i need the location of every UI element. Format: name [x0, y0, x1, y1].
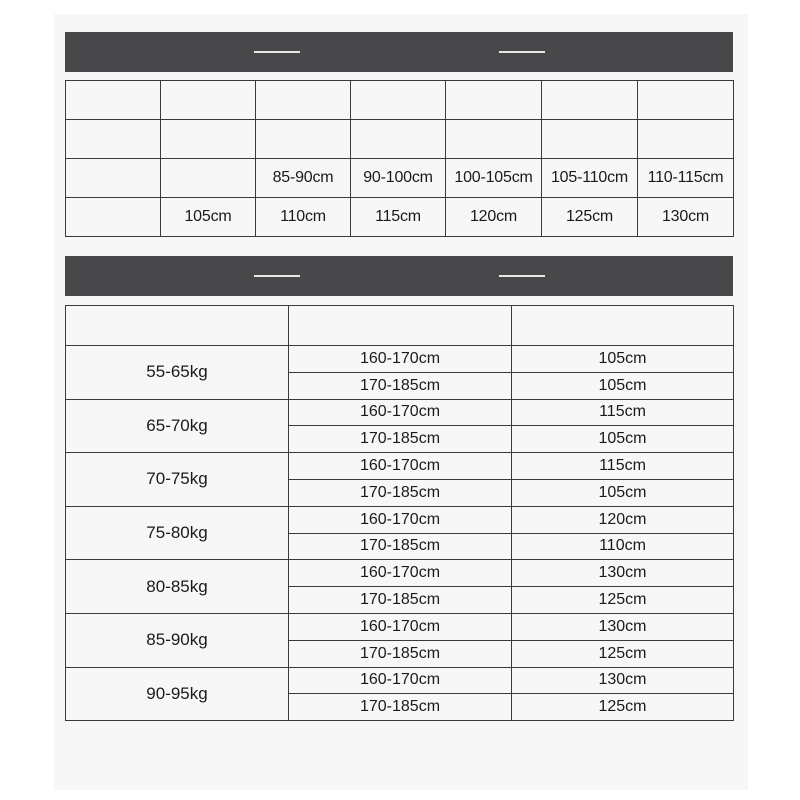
height-cell: 160-170cm — [289, 506, 512, 533]
size-cell: 130cm — [512, 613, 734, 640]
table-row — [66, 667, 734, 694]
height-cell: 100-105cm — [446, 159, 542, 198]
weight-cell: 70-75kg — [66, 453, 289, 507]
size-cell: 120cm — [512, 506, 734, 533]
height-cell: 160-170cm — [289, 346, 512, 373]
length-cell — [66, 198, 161, 237]
height-cell — [66, 159, 161, 198]
size-header-cell — [542, 120, 638, 159]
size-header-cell — [512, 306, 734, 346]
height-cell: 170-185cm — [289, 426, 512, 453]
size-cell: 105cm — [512, 479, 734, 506]
weight-header-cell — [66, 306, 289, 346]
size-header-cell — [66, 120, 161, 159]
weight-cell: 75-80kg — [66, 506, 289, 560]
size-header-cell — [446, 81, 542, 120]
weight-header-row — [66, 306, 734, 346]
length-cell: 125cm — [542, 198, 638, 237]
table-row — [66, 560, 734, 587]
size-header-cell — [256, 81, 351, 120]
height-header-cell — [289, 306, 512, 346]
weight-cell: 55-65kg — [66, 346, 289, 400]
height-cell — [161, 159, 256, 198]
size-header-cell — [66, 81, 161, 120]
header-dash-left — [254, 275, 300, 277]
size-cell: 125cm — [512, 587, 734, 614]
table-row — [66, 346, 734, 373]
length-cell: 115cm — [351, 198, 446, 237]
size-header-row — [66, 120, 734, 159]
size-cell: 130cm — [512, 667, 734, 694]
size-header-cell — [161, 120, 256, 159]
length-row — [66, 198, 734, 237]
size-chart-header-bar — [65, 32, 733, 72]
size-header-cell — [256, 120, 351, 159]
height-cell: 90-100cm — [351, 159, 446, 198]
weight-chart-header-bar — [65, 256, 733, 296]
size-header-cell — [638, 81, 734, 120]
weight-cell: 65-70kg — [66, 399, 289, 453]
height-cell: 110-115cm — [638, 159, 734, 198]
height-cell: 85-90cm — [256, 159, 351, 198]
size-cell: 125cm — [512, 640, 734, 667]
size-cell: 115cm — [512, 399, 734, 426]
height-cell: 160-170cm — [289, 399, 512, 426]
size-header-row — [66, 81, 734, 120]
weight-cell: 85-90kg — [66, 613, 289, 667]
height-cell: 170-185cm — [289, 587, 512, 614]
length-cell: 110cm — [256, 198, 351, 237]
height-cell: 170-185cm — [289, 533, 512, 560]
size-table — [65, 80, 734, 237]
size-header-cell — [161, 81, 256, 120]
weight-table — [65, 305, 734, 721]
header-dash-left — [254, 51, 300, 53]
length-cell: 105cm — [161, 198, 256, 237]
size-header-cell — [351, 81, 446, 120]
weight-cell: 90-95kg — [66, 667, 289, 721]
size-cell: 115cm — [512, 453, 734, 480]
size-header-cell — [542, 81, 638, 120]
size-cell: 125cm — [512, 694, 734, 721]
height-cell: 160-170cm — [289, 667, 512, 694]
height-cell: 170-185cm — [289, 694, 512, 721]
table-row — [66, 399, 734, 426]
height-row — [66, 159, 734, 198]
size-cell: 105cm — [512, 426, 734, 453]
height-cell: 170-185cm — [289, 372, 512, 399]
height-cell: 170-185cm — [289, 479, 512, 506]
size-cell: 105cm — [512, 346, 734, 373]
length-cell: 130cm — [638, 198, 734, 237]
height-cell: 105-110cm — [542, 159, 638, 198]
size-cell: 110cm — [512, 533, 734, 560]
header-dash-right — [499, 275, 545, 277]
table-row — [66, 506, 734, 533]
length-cell: 120cm — [446, 198, 542, 237]
table-row — [66, 453, 734, 480]
size-header-cell — [638, 120, 734, 159]
height-cell: 160-170cm — [289, 453, 512, 480]
height-cell: 160-170cm — [289, 613, 512, 640]
height-cell: 170-185cm — [289, 640, 512, 667]
size-header-cell — [351, 120, 446, 159]
size-cell: 105cm — [512, 372, 734, 399]
header-dash-right — [499, 51, 545, 53]
table-row — [66, 613, 734, 640]
size-cell: 130cm — [512, 560, 734, 587]
weight-cell: 80-85kg — [66, 560, 289, 614]
height-cell: 160-170cm — [289, 560, 512, 587]
size-header-cell — [446, 120, 542, 159]
